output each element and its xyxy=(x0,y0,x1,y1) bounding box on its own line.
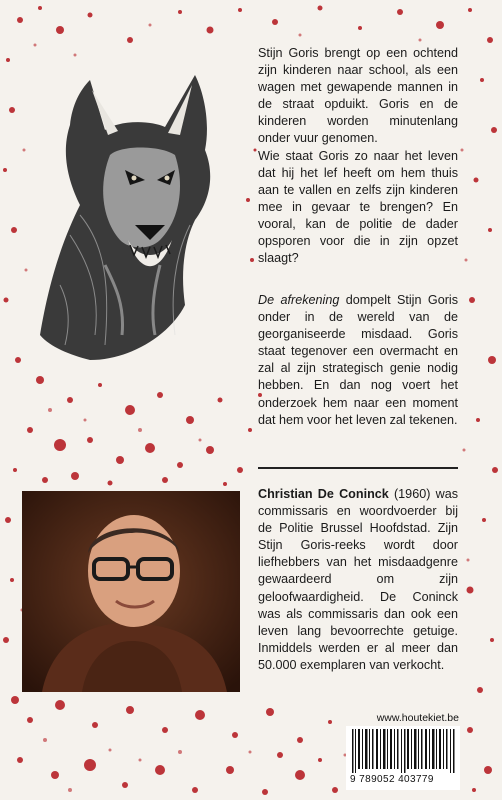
synopsis-paragraph-3-text: dompelt Stijn Goris onder in de wereld van de georganiseerde misdaad. Goris staat tegenover een overmacht en zal al zijn strategisch genie nodig hebben. En dan nog voert het onderzoek hem naar een moment dat hem voor het leven zal tekenen. xyxy=(258,293,458,427)
synopsis-paragraph-3 xyxy=(258,292,458,429)
synopsis-paragraph-1: Stijn Goris brengt op een ochtend zijn kinderen naar school, als een wagen met gewapende mannen in de straat opduikt. Goris en de kinderen worden minutenlang onder vuur genomen. xyxy=(258,46,458,146)
author-photo xyxy=(22,491,240,692)
wolf-illustration xyxy=(10,35,260,365)
isbn-number: 9 789052 403779 xyxy=(350,774,434,785)
publisher-url: www.houtekiet.be xyxy=(376,712,459,724)
synopsis-bottom xyxy=(258,292,458,429)
isbn-barcode xyxy=(346,726,460,790)
barcode-bars-icon xyxy=(350,729,456,773)
synopsis-paragraph-2: Wie staat Goris zo naar het leven dat hij het lef heeft om hem thuis aan te vallen en zelfs zijn kinderen mee in gevaar te brengen? En vooral, kan de politie de dader opsporen voor die in zijn opzet slaagt? xyxy=(258,148,458,266)
author-name: Christian De Coninck xyxy=(258,487,389,501)
book-title-italic: De afrekening xyxy=(258,293,340,307)
divider-line xyxy=(258,467,458,469)
author-bio xyxy=(258,486,458,674)
synopsis-top xyxy=(258,45,458,267)
author-bio-paragraph xyxy=(258,486,458,674)
author-bio-text: (1960) was commissaris en woordvoerder bij de Politie Brussel Hoofdstad. Zijn Stijn Goris-reeks wordt door liefhebbers van het misdaadgenre gewaardeerd om zijn geloofwaardigheid. De Coninck was als commissaris dan ook een leven lang bevoorrechte getuige. Inmiddels werden er al meer dan 50.000 exemplaren van verkocht. xyxy=(258,487,458,672)
